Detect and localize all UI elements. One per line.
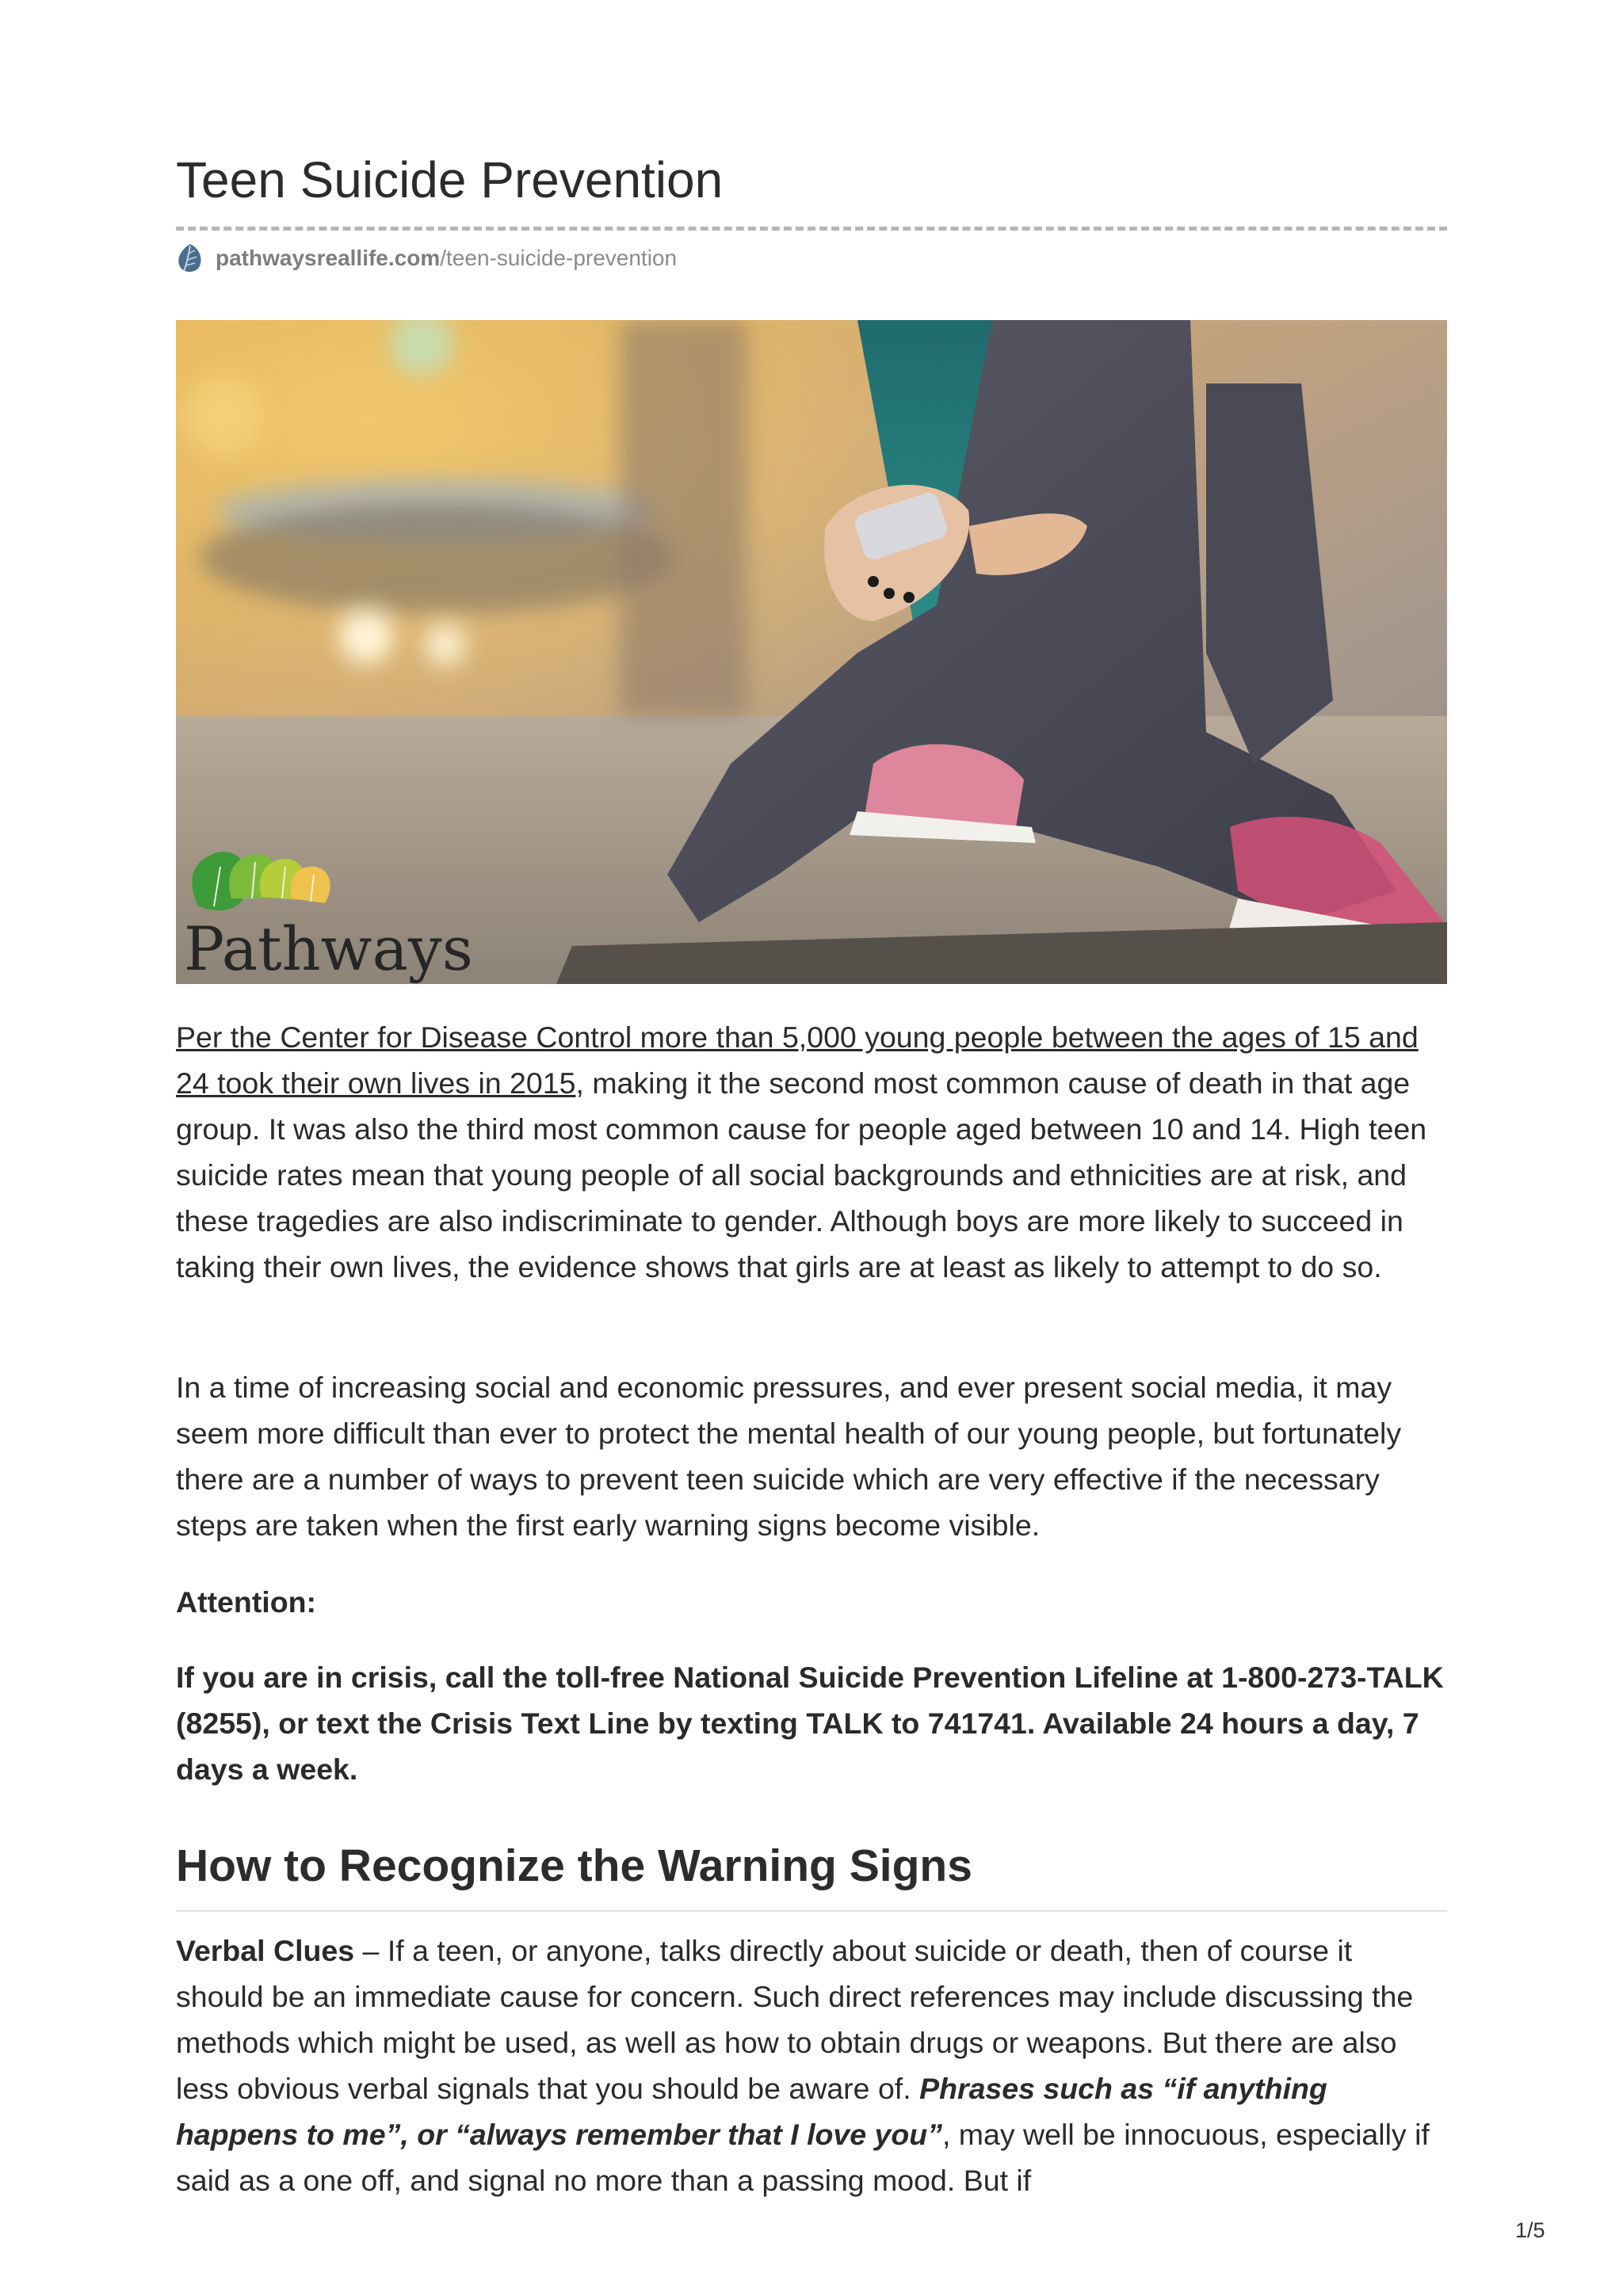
logo-wordmark: Pathways [184, 913, 473, 984]
crisis-notice: If you are in crisis, call the toll-free National Suicide Prevention Lifeline at 1-800-273-TALK (8255), or text the Crisis Text Line by texting TALK to 741741. Available 24 hours a day, 7 days a week. [176, 1661, 1444, 1786]
section-heading: How to Recognize the Warning Signs [176, 1840, 972, 1891]
phrases-emphasis: Phrases such as “if anything happens to me”, or “always remember that I love you” [176, 2072, 1327, 2151]
teen-with-phone-photo [176, 320, 1447, 984]
source-link[interactable] [176, 242, 677, 274]
cdc-statistics-link[interactable]: Per the Center for Disease Control more than 5,000 young people between the ages of 15 and 24 took their own lives in 2015 [176, 1020, 1419, 1100]
paragraph-intro: Per the Center for Disease Control more than 5,000 young people between the ages of 15 and 24 took their own lives in 2015, making it the second most common cause of death in that age group. It was also the third most common cause for people aged between 10 and 14. High teen suicide rates mean that young people of all social backgrounds and ethnicities are at risk, and these tragedies are also indiscriminate to gender. Although boys are more likely to succeed in taking their own lives, the evidence shows that girls are at least as likely to attempt to do so. [176, 1020, 1427, 1283]
verbal-clues-lead: Verbal Clues [176, 1934, 355, 1967]
paragraph-verbal-clues: Verbal Clues – If a teen, or anyone, talks directly about suicide or death, then of course it should be an immediate cause for concern. Such direct references may include discussing the methods which might be used, as well as how to obtain drugs or weapons. But there are also less obvious verbal signals that you should be aware of. Phrases such as “if anything happens to me”, or “always remember that I love you”, may well be innocuous, especially if said as a one off, and signal no more than a passing mood. But if [176, 1934, 1430, 2197]
section-divider [176, 1910, 1447, 1912]
source-path: /teen-suicide-prevention [440, 246, 678, 270]
title-divider [176, 227, 1447, 231]
leaf-icon [176, 242, 204, 274]
source-domain: pathwaysreallife.com [216, 246, 441, 270]
attention-label: Attention: [176, 1585, 317, 1619]
hero-image [176, 320, 1447, 984]
paragraph-pressures: In a time of increasing social and economic pressures, and ever present social media, it may seem more difficult than ever to protect the mental health of our young people, but fortunately there are a number of ways to prevent teen suicide which are very effective if the necessary steps are taken when the first early warning signs become visible. [176, 1371, 1402, 1542]
page-title: Teen Suicide Prevention [176, 151, 724, 208]
page-number: 1/5 [1515, 2218, 1545, 2242]
